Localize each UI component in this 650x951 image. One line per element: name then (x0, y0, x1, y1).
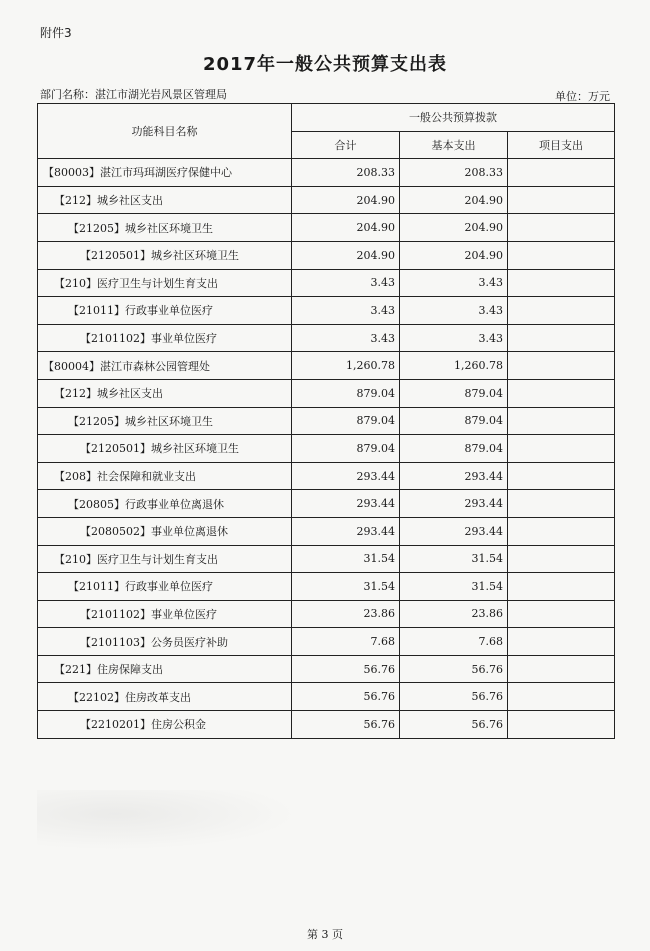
row-project (508, 269, 615, 297)
row-project (508, 297, 615, 325)
row-name: 【21011】行政事业单位医疗 (38, 297, 292, 325)
table-row (38, 214, 615, 242)
row-total: 293.44 (292, 462, 400, 490)
row-total: 879.04 (292, 435, 400, 463)
table-row (38, 600, 615, 628)
row-name: 【2101103】公务员医疗补助 (38, 628, 292, 656)
row-project (508, 407, 615, 435)
row-basic: 3.43 (400, 324, 508, 352)
row-total: 31.54 (292, 545, 400, 573)
row-total: 56.76 (292, 711, 400, 739)
row-basic: 879.04 (400, 435, 508, 463)
row-project (508, 159, 615, 187)
row-basic: 879.04 (400, 407, 508, 435)
row-name: 【210】医疗卫生与计划生育支出 (38, 269, 292, 297)
row-total: 1,260.78 (292, 352, 400, 380)
table-row (38, 186, 615, 214)
table-row (38, 655, 615, 683)
page-title: 2017年一般公共预算支出表 (202, 54, 448, 75)
row-name: 【80003】湛江市玛珥湖医疗保健中心 (38, 159, 292, 187)
row-name: 【22102】住房改革支出 (38, 683, 292, 711)
unit-label: 单位：万元 (555, 90, 610, 103)
row-basic: 56.76 (400, 655, 508, 683)
row-name: 【2101102】事业单位医疗 (38, 600, 292, 628)
table-row (38, 159, 615, 187)
row-basic: 31.54 (400, 545, 508, 573)
row-basic: 56.76 (400, 711, 508, 739)
page-number: 第 3 页 (307, 928, 343, 941)
header-basic: 基本支出 (400, 131, 508, 159)
row-basic: 3.43 (400, 269, 508, 297)
row-name: 【21205】城乡社区环境卫生 (38, 407, 292, 435)
expenditure-table (37, 103, 615, 739)
row-basic: 23.86 (400, 600, 508, 628)
row-total: 56.76 (292, 683, 400, 711)
row-total: 7.68 (292, 628, 400, 656)
row-name: 【21205】城乡社区环境卫生 (38, 214, 292, 242)
table-row (38, 573, 615, 601)
row-basic: 204.90 (400, 214, 508, 242)
row-name: 【212】城乡社区支出 (38, 379, 292, 407)
row-name: 【80004】湛江市森林公园管理处 (38, 352, 292, 380)
row-name: 【2120501】城乡社区环境卫生 (38, 435, 292, 463)
table-row (38, 324, 615, 352)
row-total: 208.33 (292, 159, 400, 187)
row-basic: 31.54 (400, 573, 508, 601)
row-project (508, 379, 615, 407)
row-project (508, 241, 615, 269)
row-total: 293.44 (292, 490, 400, 518)
table-row (38, 352, 615, 380)
row-basic: 7.68 (400, 628, 508, 656)
header-group: 一般公共预算拨款 (292, 104, 615, 132)
table-row (38, 407, 615, 435)
row-name: 【210】医疗卫生与计划生育支出 (38, 545, 292, 573)
table-row (38, 490, 615, 518)
row-name: 【21011】行政事业单位医疗 (38, 573, 292, 601)
row-basic: 879.04 (400, 379, 508, 407)
row-project (508, 462, 615, 490)
row-total: 293.44 (292, 517, 400, 545)
table-header-row (38, 104, 615, 132)
row-name: 【221】住房保障支出 (38, 655, 292, 683)
row-total: 879.04 (292, 379, 400, 407)
row-basic: 204.90 (400, 241, 508, 269)
row-total: 31.54 (292, 573, 400, 601)
attachment-label: 附件3 (40, 26, 72, 40)
row-project (508, 655, 615, 683)
table-row (38, 241, 615, 269)
row-basic: 1,260.78 (400, 352, 508, 380)
header-project: 项目支出 (508, 131, 615, 159)
row-total: 204.90 (292, 186, 400, 214)
row-project (508, 600, 615, 628)
header-total: 合计 (292, 131, 400, 159)
table-row (38, 462, 615, 490)
row-project (508, 214, 615, 242)
table-row (38, 379, 615, 407)
row-total: 23.86 (292, 600, 400, 628)
row-project (508, 545, 615, 573)
row-project (508, 628, 615, 656)
row-basic: 293.44 (400, 490, 508, 518)
row-project (508, 352, 615, 380)
row-project (508, 711, 615, 739)
row-name: 【208】社会保障和就业支出 (38, 462, 292, 490)
table-row (38, 269, 615, 297)
row-basic: 293.44 (400, 462, 508, 490)
row-name: 【2210201】住房公积金 (38, 711, 292, 739)
row-project (508, 324, 615, 352)
row-total: 3.43 (292, 269, 400, 297)
row-project (508, 490, 615, 518)
row-basic: 293.44 (400, 517, 508, 545)
row-total: 204.90 (292, 214, 400, 242)
row-total: 879.04 (292, 407, 400, 435)
row-project (508, 186, 615, 214)
row-name: 【20805】行政事业单位离退休 (38, 490, 292, 518)
row-project (508, 517, 615, 545)
row-basic: 3.43 (400, 297, 508, 325)
row-basic: 208.33 (400, 159, 508, 187)
row-project (508, 573, 615, 601)
row-total: 3.43 (292, 297, 400, 325)
row-total: 204.90 (292, 241, 400, 269)
row-name: 【2080502】事业单位离退休 (38, 517, 292, 545)
row-total: 56.76 (292, 655, 400, 683)
scan-smudge (37, 790, 297, 850)
row-basic: 204.90 (400, 186, 508, 214)
table-row (38, 297, 615, 325)
row-name: 【2101102】事业单位医疗 (38, 324, 292, 352)
row-total: 3.43 (292, 324, 400, 352)
table-row (38, 711, 615, 739)
row-name: 【2120501】城乡社区环境卫生 (38, 241, 292, 269)
header-name: 功能科目名称 (38, 104, 292, 159)
row-basic: 56.76 (400, 683, 508, 711)
table-row (38, 628, 615, 656)
row-project (508, 683, 615, 711)
row-name: 【212】城乡社区支出 (38, 186, 292, 214)
table-row (38, 435, 615, 463)
table-row (38, 545, 615, 573)
department-label: 部门名称：湛江市湖光岩风景区管理局 (40, 88, 227, 101)
table-row (38, 683, 615, 711)
table-row (38, 517, 615, 545)
row-project (508, 435, 615, 463)
